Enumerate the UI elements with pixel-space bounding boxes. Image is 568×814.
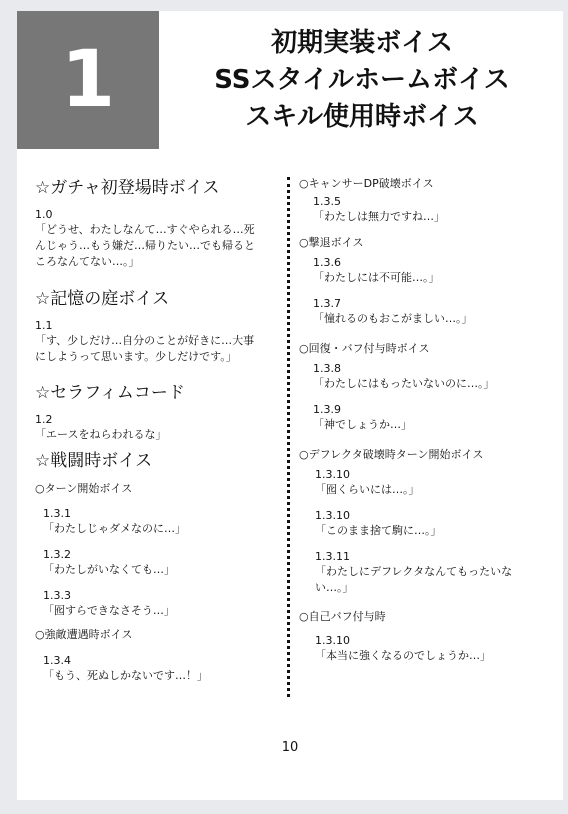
section-heading-gacha: ☆ガチャ初登場時ボイス <box>35 178 220 198</box>
title-line: 初期実装ボイス <box>271 28 453 58</box>
subsection-label-strong-enemy: ○強敵遭遇時ボイス <box>35 628 133 641</box>
voice-line: 「憧れるのもおこがましい…。」 <box>313 312 473 325</box>
voice-code: 1.3.8 <box>313 362 341 375</box>
voice-line: 「わたしがいなくても…」 <box>43 563 175 576</box>
voice-code: 1.3.10 <box>315 468 350 481</box>
voice-code: 1.3.9 <box>313 403 341 416</box>
subsection-label-defeat: ○撃退ボイス <box>299 236 364 249</box>
column-divider <box>287 177 290 697</box>
voice-line: 「このまま捨て駒に…。」 <box>315 524 442 537</box>
section-heading-battle: ☆戦闘時ボイス <box>35 451 153 471</box>
subsection-label-turn-start: ○ターン開始ボイス <box>35 482 133 495</box>
voice-line: 「エースをねらわれるな」 <box>35 428 167 441</box>
voice-line: 「神でしょうか…」 <box>313 418 412 431</box>
voice-line: 「わたしにはもったいないのに…。」 <box>313 377 495 390</box>
subsection-label-self-buff: ○自己バフ付与時 <box>299 610 386 623</box>
voice-code: 1.3.2 <box>43 548 71 561</box>
voice-line: 「囮すらできなさそう…」 <box>43 604 175 617</box>
voice-line: にしようって思います。少しだけです。」 <box>35 350 237 363</box>
voice-code: 1.3.10 <box>315 509 350 522</box>
voice-line: 「わたしは無力ですね…」 <box>313 210 445 223</box>
page-number: 10 <box>281 740 299 755</box>
voice-code: 1.3.11 <box>315 550 350 563</box>
title-line: SSスタイルホームボイス <box>214 65 510 95</box>
voice-code: 1.2 <box>35 413 53 426</box>
voice-code: 1.3.5 <box>313 195 341 208</box>
voice-code: 1.3.6 <box>313 256 341 269</box>
voice-line: ころなんてない…。」 <box>35 255 140 268</box>
page-title <box>167 25 557 136</box>
chapter-number: 1 <box>60 35 116 125</box>
voice-line: 「本当に強くなるのでしょうか…」 <box>315 649 491 662</box>
voice-code: 1.3.7 <box>313 297 341 310</box>
voice-line: 「す、少しだけ…自分のことが好きに…大事 <box>35 334 255 347</box>
voice-code: 1.3.10 <box>315 634 350 647</box>
voice-line: 「どうせ、わたしなんて…すぐやられる…死 <box>35 223 255 236</box>
chapter-number-box <box>17 11 159 149</box>
voice-line: 「わたしにデフレクタなんてもったいな <box>315 565 513 578</box>
voice-code: 1.3.3 <box>43 589 71 602</box>
document-page <box>17 11 563 800</box>
subsection-label-cancer-dp: ○キャンサーDP破壊ボイス <box>299 177 434 190</box>
voice-line: 「わたしには不可能…。」 <box>313 271 440 284</box>
subsection-label-deflector: ○デフレクタ破壊時ターン開始ボイス <box>299 448 484 461</box>
voice-line: んじゃう…もう嫌だ…帰りたい…でも帰ると <box>35 239 255 252</box>
section-heading-memory: ☆記憶の庭ボイス <box>35 289 170 309</box>
voice-line: 「囮くらいには…。」 <box>315 483 420 496</box>
subsection-label-heal-buff: ○回復・バフ付与時ボイス <box>299 342 430 355</box>
voice-code: 1.0 <box>35 208 53 221</box>
voice-code: 1.3.4 <box>43 654 71 667</box>
voice-line: 「もう、死ぬしかないです…！」 <box>43 669 208 682</box>
voice-code: 1.3.1 <box>43 507 71 520</box>
section-heading-seraph: ☆セラフィムコード <box>35 383 185 403</box>
voice-code: 1.1 <box>35 319 53 332</box>
title-line: スキル使用時ボイス <box>245 102 479 132</box>
voice-line: 「わたしじゃダメなのに…」 <box>43 522 186 535</box>
voice-line: い…。」 <box>315 581 354 594</box>
